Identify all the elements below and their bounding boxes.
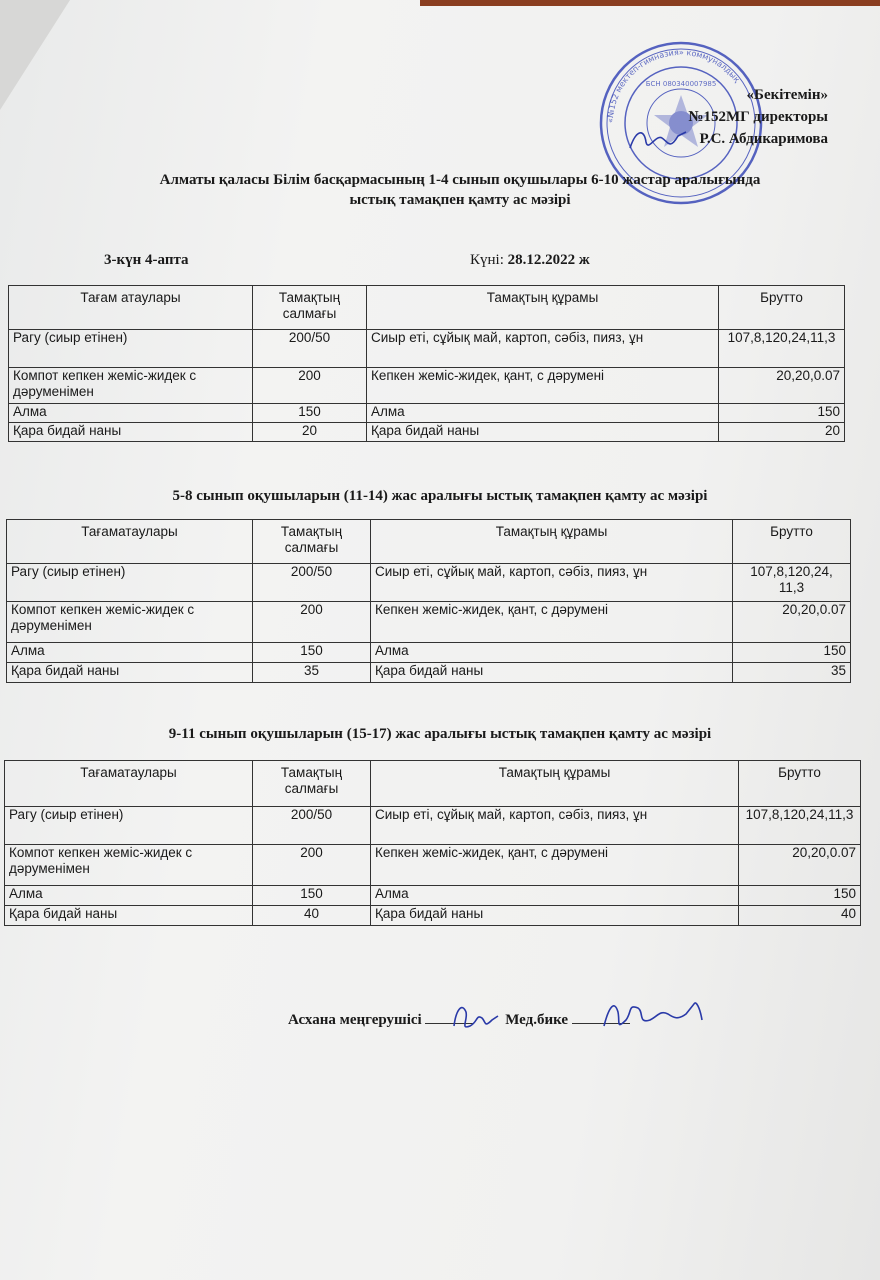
- table-row: [5, 845, 861, 886]
- table-row: [7, 564, 851, 602]
- table-header-row: [7, 520, 851, 564]
- menu-table-grades-9-11: [4, 760, 861, 926]
- cell-weight: 200/50: [253, 807, 371, 845]
- cell-brutto: 20,20,0.07: [719, 368, 845, 404]
- nurse-label: Мед.бике: [505, 1012, 569, 1028]
- section-title-grades-5-8: 5-8 сынып оқушыларын (11-14) жас аралығы ыстық тамақпен қамту ас мәзірі: [172, 488, 708, 504]
- cell-composition: Алма: [371, 886, 739, 906]
- header-composition: Тамақтың құрамы: [371, 761, 739, 807]
- cell-dish: Қара бидай наны: [5, 906, 253, 926]
- table-header-row: [5, 761, 861, 807]
- cell-dish: Рагу (сиыр етінен): [9, 330, 253, 368]
- cell-brutto: 107,8,120,24,11,3: [739, 807, 861, 845]
- cell-composition: Сиыр еті, сұйық май, картоп, сәбіз, пияз, ұн: [371, 564, 733, 602]
- cell-brutto: 40: [739, 906, 861, 926]
- cell-brutto: 20,20,0.07: [739, 845, 861, 886]
- table-row: [9, 330, 845, 368]
- page-fold: [0, 0, 70, 110]
- cell-brutto: 150: [733, 643, 851, 663]
- approval-block: [688, 84, 828, 150]
- nurse-signature: [598, 990, 712, 1038]
- cell-weight: 40: [253, 906, 371, 926]
- cell-dish: Алма: [5, 886, 253, 906]
- table-row: [9, 368, 845, 404]
- cell-composition: Кепкен жеміс-жидек, қант, с дәрумені: [371, 845, 739, 886]
- header-weight: Тамақтың салмағы: [253, 286, 367, 330]
- svg-text:«№152 мектеп-гимназия» коммуна: «№152 мектеп-гимназия» коммуналдық: [605, 47, 742, 124]
- cell-brutto: 150: [719, 404, 845, 423]
- svg-text:БСН 080340007985: БСН 080340007985: [645, 80, 717, 88]
- header-brutto: Брутто: [733, 520, 851, 564]
- cell-dish: Компот кепкен жеміс-жидек с дәруменімен: [5, 845, 253, 886]
- cell-brutto: 20: [719, 423, 845, 442]
- table-row: [5, 906, 861, 926]
- header-brutto: Брутто: [739, 761, 861, 807]
- table-row: [7, 602, 851, 643]
- title-line-1: Алматы қаласы Білім басқармасының 1-4 сынып оқушылары 6-10 жастар аралығында: [159, 172, 761, 188]
- cell-weight: 150: [253, 643, 371, 663]
- day-week-label: 3-күн 4-апта: [104, 252, 189, 268]
- section-title-grades-9-11: 9-11 сынып оқушыларын (15-17) жас аралығы ыстық тамақпен қамту ас мәзірі: [168, 726, 712, 742]
- cell-weight: 200: [253, 602, 371, 643]
- table-row: [9, 404, 845, 423]
- table-row: [7, 663, 851, 683]
- cell-brutto: 107,8,120,24, 11,3: [733, 564, 851, 602]
- background-strip: [420, 0, 880, 6]
- document-title: [60, 170, 860, 210]
- cell-weight: 20: [253, 423, 367, 442]
- table-row: [7, 643, 851, 663]
- cell-weight: 200/50: [253, 330, 367, 368]
- cell-brutto: 20,20,0.07: [733, 602, 851, 643]
- header-dish-name: Тағаматаулары: [5, 761, 253, 807]
- header-weight: Тамақтың салмағы: [253, 761, 371, 807]
- cell-composition: Сиыр еті, сұйық май, картоп, сәбіз, пияз, ұн: [371, 807, 739, 845]
- cell-dish: Қара бидай наны: [7, 663, 253, 683]
- cell-composition: Кепкен жеміс-жидек, қант, с дәрумені: [371, 602, 733, 643]
- cell-weight: 35: [253, 663, 371, 683]
- header-brutto: Брутто: [719, 286, 845, 330]
- cell-composition: Алма: [371, 643, 733, 663]
- cell-weight: 150: [253, 404, 367, 423]
- cell-brutto: 35: [733, 663, 851, 683]
- cell-weight: 200: [253, 368, 367, 404]
- cell-composition: Қара бидай наны: [371, 663, 733, 683]
- header-composition: Тамақтың құрамы: [367, 286, 719, 330]
- cell-dish: Алма: [9, 404, 253, 423]
- director-signature: [626, 124, 690, 158]
- table-row: [5, 807, 861, 845]
- header-dish-name: Тағаматаулары: [7, 520, 253, 564]
- cell-dish: Қара бидай наны: [9, 423, 253, 442]
- cell-weight: 200/50: [253, 564, 371, 602]
- header-weight: Тамақтың салмағы: [253, 520, 371, 564]
- approval-line-2: №152МГ директоры: [688, 109, 828, 125]
- cell-composition: Қара бидай наны: [367, 423, 719, 442]
- table-row: [5, 886, 861, 906]
- cell-weight: 150: [253, 886, 371, 906]
- cell-brutto: 150: [739, 886, 861, 906]
- cell-dish: Рагу (сиыр етінен): [5, 807, 253, 845]
- approval-line-3: Р.С. Абдикаримова: [699, 131, 828, 147]
- date-row: [470, 252, 590, 269]
- canteen-manager-label: Асхана меңгерушісі: [288, 1012, 422, 1028]
- title-line-2: ыстық тамақпен қамту ас мәзірі: [349, 192, 571, 208]
- header-dish-name: Тағам атаулары: [9, 286, 253, 330]
- approval-line-1: «Бекітемін»: [746, 87, 828, 103]
- menu-table-grades-5-8: [6, 519, 851, 683]
- cell-weight: 200: [253, 845, 371, 886]
- cell-composition: Сиыр еті, сұйық май, картоп, сәбіз, пияз, ұн: [367, 330, 719, 368]
- date-value: 28.12.2022 ж: [507, 252, 590, 268]
- table-header-row: [9, 286, 845, 330]
- cell-dish: Рагу (сиыр етінен): [7, 564, 253, 602]
- cell-composition: Кепкен жеміс-жидек, қант, с дәрумені: [367, 368, 719, 404]
- cell-dish: Компот кепкен жеміс-жидек с дәруменімен: [7, 602, 253, 643]
- cell-composition: Қара бидай наны: [371, 906, 739, 926]
- canteen-manager-signature: [448, 996, 502, 1038]
- cell-brutto: 107,8,120,24,11,3: [719, 330, 845, 368]
- table-row: [9, 423, 845, 442]
- date-label: Күні:: [470, 252, 504, 268]
- header-composition: Тамақтың құрамы: [371, 520, 733, 564]
- cell-dish: Алма: [7, 643, 253, 663]
- menu-table-grades-1-4: [8, 285, 845, 442]
- cell-composition: Алма: [367, 404, 719, 423]
- cell-dish: Компот кепкен жеміс-жидек с дәруменімен: [9, 368, 253, 404]
